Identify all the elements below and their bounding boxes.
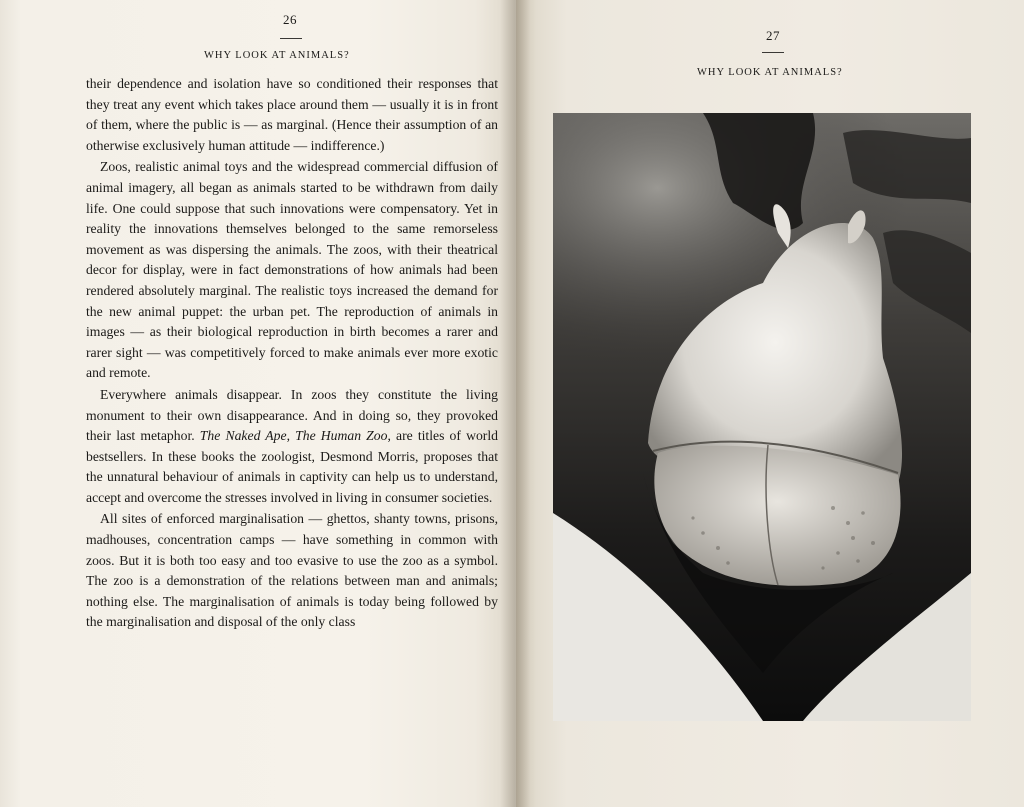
book-gutter	[500, 0, 530, 807]
rhinoceros-photograph	[553, 113, 971, 721]
book-title-naked-ape: The Naked Ape	[199, 428, 287, 444]
rhinoceros-image-icon	[553, 113, 971, 721]
folio-rule-left	[280, 38, 302, 39]
paragraph-3-end: , are titles of world bestsellers. In these books the zoologist, Desmond Morris, proposes that the unnatural behaviour of animals in captivity can help us to understand, accept and overcome the stresses involved in living in consumer societies.	[86, 428, 499, 505]
running-head-right: WHY LOOK AT ANIMALS?	[697, 67, 843, 78]
body-text	[86, 74, 498, 633]
book-title-human-zoo: The Human Zoo	[295, 428, 388, 444]
folio-rule-right	[762, 52, 784, 53]
paragraph-1: their dependence and isolation have so conditioned their responses that they treat any event which takes place around them — usually it is in front of them, where the public is — as marginal. (Hence their assumption of an otherwise exclusively human attitude — indifference.)	[86, 76, 498, 153]
page-number-right: 27	[766, 28, 780, 43]
paragraph-4: All sites of enforced marginalisation — ghettos, shanty towns, prisons, madhouses, concentration camps — have something in common with zoos. But it is both too easy and too evasive to use the zoo as a symbol. The zoo is a demonstration of the relations between man and animals; nothing else. The marginalisation of animals is today being followed by the marginalisation and disposal of the only class	[86, 511, 498, 630]
running-head-left: WHY LOOK AT ANIMALS?	[204, 50, 350, 61]
page-number-left: 26	[283, 12, 297, 27]
paragraph-3	[86, 385, 498, 509]
paragraph-3-comma: ,	[286, 428, 296, 444]
paragraph-3-start: Everywhere animals disappear. In zoos they constitute the living monument to their own disappearance. And in doing so, they provoked their last metaphor.	[86, 386, 498, 444]
paragraph-2: Zoos, realistic animal toys and the widespread commercial diffusion of animal imagery, all began as animals started to be withdrawn from daily life. One could suppose that such innovations were compensatory. Yet in reality the innovations themselves belonged to the same remorseless movement as was dispersing the animals. The zoos, with their theatrical decor for display, were in fact demonstrations of how animals had been rendered absolutely marginal. The realistic toys increased the demand for the new animal puppet: the urban pet. The reproduction of animals in images — as their biological reproduction in birth becomes a rarer and rarer sight — was competitively forced to make animals ever more exotic and remote.	[86, 159, 498, 381]
